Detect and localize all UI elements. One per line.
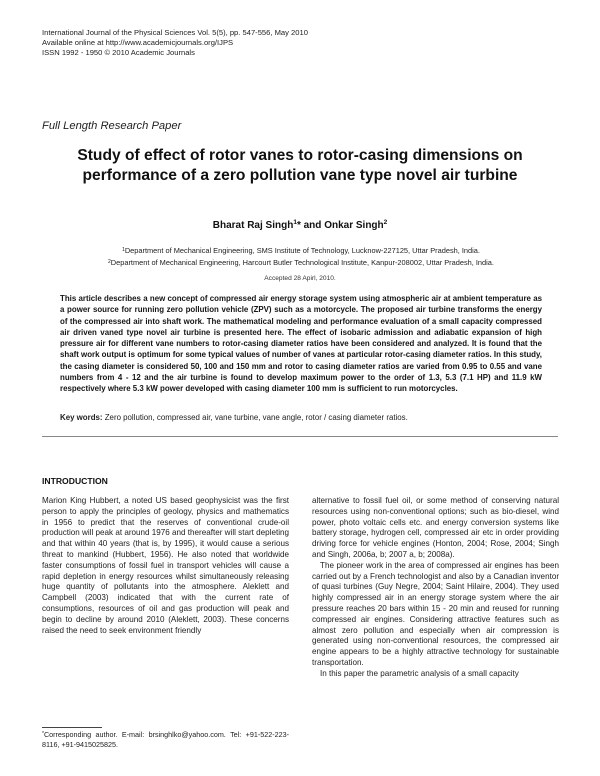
journal-issn: ISSN 1992 - 1950 © 2010 Academic Journals [42,48,195,57]
keywords [60,413,542,422]
journal-url: Available online at http://www.academicjournals.org/IJPS [42,38,234,47]
author-2-name: Onkar Singh [324,220,384,231]
affiliations [36,245,566,268]
section-heading-introduction: INTRODUCTION [42,476,108,486]
author-2-affil-sup: 2 [383,219,388,226]
affiliation-1 [36,245,566,257]
author-1-name: Bharat Raj Singh [212,220,294,231]
abstract: This article describes a new concept of compressed air energy storage system using atmospheric air at ambient temperature as a power source for running zero pollution vehicle (ZPV) such as a motorcycle. The proposed air turbine transforms the energy of the compressed air into shaft work. The mathematical modeling and performance evaluation of a small capacity compressed air driven vaned type novel air turbine is presented here. The effect of isobaric admission and adiabatic expansion of high pressure air for different vane numbers to rotor-casing diameter ratios have been considered and analyzed. It is found that the shaft work output is optimum for some typical values of number of vanes at particular rotor-casing diameter ratios. In this study, the casing diameter is considered 50, 100 and 150 mm and rotor to casing diameter ratios are varied from 0.95 to 0.55 and vane numbers from 4 - 12 and the air turbine is found to develop maximum power to the order of 1.3, 5.3 (7.1 HP) and 11.9 kW respectively where 5.3 kW power developed with casing diameter 100 mm is sufficient to run motorcycles. [60,294,542,394]
keywords-text: Zero pollution, compressed air, vane turbine, vane angle, rotor / casing diameter ratios. [102,413,408,422]
right-column [312,496,559,680]
paper-title: Study of effect of rotor vanes to rotor-casing dimensions on performance of a zero pollution vane type novel air turbine [77,147,523,184]
section-divider [42,436,558,437]
right-paragraph-2: The pioneer work in the area of compressed air engines has been carried out by a French technologist and also by a Canadian inventor of quasi turbines (Guy Negre, 2004; Saint Hilaire, 2004). They used highly compressed air in an energy storage system where the air pressure reaches 20 bars within 15 - 20 min and reused for running compressed air engines. Considering attractive features such as almost zero pollution and especially when air compression is generated using non-conventional resources, the compressed air engine appears to be a highly attractive technology for sustainable transportation. [312,560,560,667]
left-paragraph-1: Marion King Hubbert, a noted US based geophysicist was the first person to apply the principles of geology, physics and mathematics in 1956 to predict that the reserves of conventional crude-oil production will peak at around 1976 and thereafter will start depleting and that within 40 years (that is, by 1995), it would cause a serious threat to mankind (Hubbert, 1956). He also noted that worldwide faster consumptions of fossil fuel in transport vehicles will cause a rapid depletion in energy resources whilst simultaneously releasing huge quantity of pollutants into the atmosphere. Aleklett and Campbell (2003) indicated that with the current rate of consumptions, resources of oil and gas production will peak and begin to decline by around 2010 (Aleklett, 2003). These concerns raised the need to seek environment friendly [42,496,290,635]
footnote-mark: * [42,731,44,737]
right-paragraph-3: In this paper the parametric analysis of a small capacity [320,668,519,678]
affiliation-2-sup: 2 [108,258,111,265]
affiliation-2-text: Department of Mechanical Engineering, Harcourt Butler Technological Institute, Kanpur-208002, Uttar Pradesh, India. [110,257,494,267]
keywords-label: Key words: [60,413,103,422]
corresponding-mark: * [296,220,301,231]
footnote [42,730,289,749]
author-line [40,220,560,231]
affiliation-1-text: Department of Mechanical Engineering, SMS Institute of Technology, Lucknow-227125, Uttar Pradesh, India. [124,246,480,255]
paper-type: Full Length Research Paper [42,120,182,132]
accepted-date: Accepted 28 Apirl, 2010. [264,275,336,282]
affiliation-2 [36,257,566,269]
author-1-affil-sup: 1 [293,219,297,226]
journal-header [42,28,308,58]
right-paragraph-1: alternative to fossil fuel oil, or some method of conserving natural resources using non-conventional options; such as bio-diesel, wind power, photo voltaic cells etc. and energy conversion systems like battery storage, hydrogen cell, compressed air etc in order providing driving force for vehicle engines (Honton, 2004; Rose, 2004; Singh and Singh, 2006a, b; 2007 a, b; 2008a). [312,496,559,559]
author-connector: and [300,220,325,231]
affiliation-1-sup: 1 [122,247,125,253]
footnote-rule [42,727,102,728]
left-column [42,496,289,636]
journal-citation: International Journal of the Physical Sciences Vol. 5(5), pp. 547-556, May 2010 [42,28,308,37]
footnote-text: Corresponding author. E-mail: brsinghlko@yahoo.com. Tel: +91-522-223-8116, +91-9415025825. [42,730,289,749]
